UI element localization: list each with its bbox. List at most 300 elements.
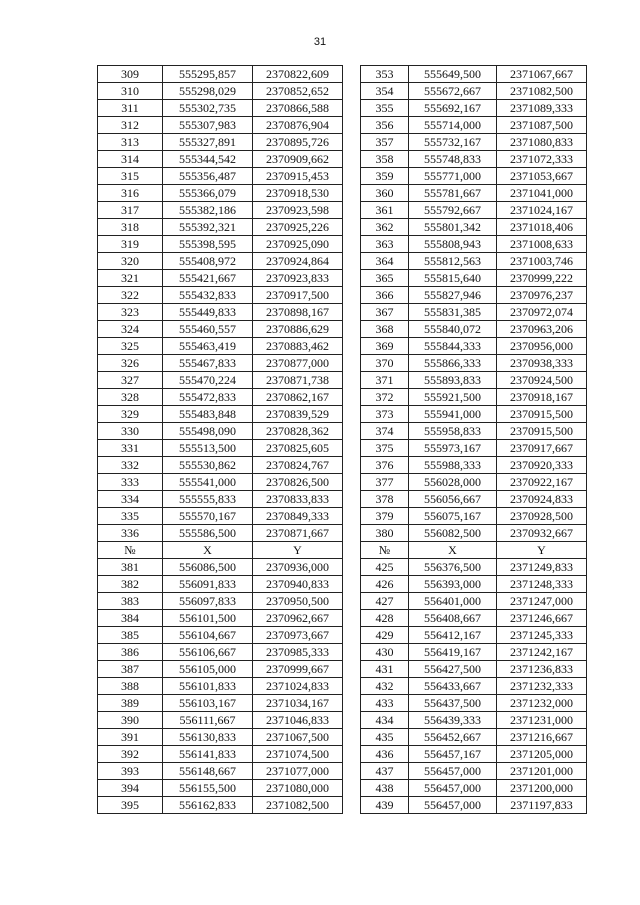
y-coordinate-cell: 2370923,598 — [253, 202, 343, 219]
point-number-cell: 387 — [98, 661, 163, 678]
y-coordinate-cell: 2370963,206 — [497, 321, 587, 338]
x-coordinate-cell: X — [163, 542, 253, 559]
point-number-cell: 310 — [98, 83, 163, 100]
point-number-cell: 359 — [361, 168, 409, 185]
x-coordinate-cell: 555570,167 — [163, 508, 253, 525]
y-coordinate-cell: 2371216,667 — [497, 729, 587, 746]
table-row — [98, 270, 343, 287]
point-number-cell: 377 — [361, 474, 409, 491]
y-coordinate-cell: 2370824,767 — [253, 457, 343, 474]
table-row — [98, 185, 343, 202]
x-coordinate-cell: 556091,833 — [163, 576, 253, 593]
table-row — [98, 151, 343, 168]
point-number-cell: 325 — [98, 338, 163, 355]
table-row — [98, 355, 343, 372]
point-number-cell: 391 — [98, 729, 163, 746]
point-number-cell: 379 — [361, 508, 409, 525]
point-number-cell: 314 — [98, 151, 163, 168]
point-number-cell: 321 — [98, 270, 163, 287]
table-row — [361, 304, 587, 321]
x-coordinate-cell: 555302,735 — [163, 100, 253, 117]
x-coordinate-cell: 555382,186 — [163, 202, 253, 219]
y-coordinate-cell: Y — [253, 542, 343, 559]
point-number-cell: 375 — [361, 440, 409, 457]
y-coordinate-cell: 2370950,500 — [253, 593, 343, 610]
point-number-cell: 436 — [361, 746, 409, 763]
x-coordinate-cell: 555586,500 — [163, 525, 253, 542]
table-row — [361, 474, 587, 491]
point-number-cell: 360 — [361, 185, 409, 202]
point-number-cell: 335 — [98, 508, 163, 525]
point-number-cell: № — [98, 542, 163, 559]
table-row — [98, 491, 343, 508]
point-number-cell: 384 — [98, 610, 163, 627]
point-number-cell: 356 — [361, 117, 409, 134]
y-coordinate-cell: 2370877,000 — [253, 355, 343, 372]
x-coordinate-cell: 555498,090 — [163, 423, 253, 440]
y-coordinate-cell: 2370924,500 — [497, 372, 587, 389]
x-coordinate-cell: 556433,667 — [409, 678, 497, 695]
x-coordinate-cell: 555781,667 — [409, 185, 497, 202]
y-coordinate-cell: 2370852,652 — [253, 83, 343, 100]
point-number-cell: 336 — [98, 525, 163, 542]
point-number-cell: 432 — [361, 678, 409, 695]
table-row — [98, 372, 343, 389]
point-number-cell: 312 — [98, 117, 163, 134]
x-coordinate-cell: 555449,833 — [163, 304, 253, 321]
point-number-cell: 332 — [98, 457, 163, 474]
table-row — [361, 389, 587, 406]
point-number-cell: 354 — [361, 83, 409, 100]
point-number-cell: 319 — [98, 236, 163, 253]
x-coordinate-cell: 555748,833 — [409, 151, 497, 168]
table-row — [98, 219, 343, 236]
table-row — [98, 661, 343, 678]
y-coordinate-cell: 2371008,633 — [497, 236, 587, 253]
y-coordinate-cell: 2370924,833 — [497, 491, 587, 508]
table-row — [361, 712, 587, 729]
table-row — [361, 168, 587, 185]
table-row — [98, 100, 343, 117]
point-number-cell: 329 — [98, 406, 163, 423]
y-coordinate-cell: 2370895,726 — [253, 134, 343, 151]
table-row — [361, 627, 587, 644]
x-coordinate-cell: 556401,000 — [409, 593, 497, 610]
table-row — [361, 66, 587, 83]
point-number-cell: 358 — [361, 151, 409, 168]
y-coordinate-cell: 2371041,000 — [497, 185, 587, 202]
table-row — [361, 644, 587, 661]
y-coordinate-cell: 2371077,000 — [253, 763, 343, 780]
x-coordinate-cell: 556148,667 — [163, 763, 253, 780]
point-number-cell: 357 — [361, 134, 409, 151]
table-row — [98, 236, 343, 253]
y-coordinate-cell: 2370956,000 — [497, 338, 587, 355]
x-coordinate-cell: 555356,487 — [163, 168, 253, 185]
x-coordinate-cell: 555771,000 — [409, 168, 497, 185]
x-coordinate-cell: 556376,500 — [409, 559, 497, 576]
x-coordinate-cell: 555472,833 — [163, 389, 253, 406]
x-coordinate-cell: 556075,167 — [409, 508, 497, 525]
y-coordinate-cell: 2370925,226 — [253, 219, 343, 236]
table-row — [361, 83, 587, 100]
y-coordinate-cell: 2371080,000 — [253, 780, 343, 797]
x-coordinate-cell: 556439,333 — [409, 712, 497, 729]
y-coordinate-cell: 2370915,500 — [497, 406, 587, 423]
x-coordinate-cell: 556028,000 — [409, 474, 497, 491]
table-row — [361, 151, 587, 168]
y-coordinate-cell: 2371201,000 — [497, 763, 587, 780]
table-row — [98, 253, 343, 270]
point-number-cell: 364 — [361, 253, 409, 270]
x-coordinate-cell: 556412,167 — [409, 627, 497, 644]
point-number-cell: 376 — [361, 457, 409, 474]
y-coordinate-cell: 2370862,167 — [253, 389, 343, 406]
table-row — [361, 525, 587, 542]
y-coordinate-cell: 2370928,500 — [497, 508, 587, 525]
point-number-cell: 365 — [361, 270, 409, 287]
point-number-cell: 393 — [98, 763, 163, 780]
table-row — [361, 100, 587, 117]
y-coordinate-cell: 2370849,333 — [253, 508, 343, 525]
y-coordinate-cell: 2370918,167 — [497, 389, 587, 406]
point-number-cell: 435 — [361, 729, 409, 746]
table-row — [98, 83, 343, 100]
table-row — [361, 253, 587, 270]
point-number-cell: 429 — [361, 627, 409, 644]
x-coordinate-cell: 555460,557 — [163, 321, 253, 338]
table-row — [98, 729, 343, 746]
point-number-cell: 395 — [98, 797, 163, 814]
point-number-cell: 380 — [361, 525, 409, 542]
table-row — [361, 406, 587, 423]
x-coordinate-cell: 555812,563 — [409, 253, 497, 270]
x-coordinate-cell: 555421,667 — [163, 270, 253, 287]
table-row — [361, 219, 587, 236]
point-number-cell: 373 — [361, 406, 409, 423]
point-number-cell: 434 — [361, 712, 409, 729]
table-row — [98, 508, 343, 525]
x-coordinate-cell: 555513,500 — [163, 440, 253, 457]
x-coordinate-cell: 555392,321 — [163, 219, 253, 236]
point-number-cell: 326 — [98, 355, 163, 372]
x-coordinate-cell: 555801,342 — [409, 219, 497, 236]
table-row — [98, 423, 343, 440]
point-number-cell: 366 — [361, 287, 409, 304]
x-coordinate-cell: 556097,833 — [163, 593, 253, 610]
x-coordinate-cell: 555307,983 — [163, 117, 253, 134]
table-row — [98, 406, 343, 423]
y-coordinate-cell: 2370871,738 — [253, 372, 343, 389]
x-coordinate-cell: 555483,848 — [163, 406, 253, 423]
x-coordinate-cell: 555541,000 — [163, 474, 253, 491]
y-coordinate-cell: 2371247,000 — [497, 593, 587, 610]
table-row — [361, 780, 587, 797]
y-coordinate-cell: 2371232,000 — [497, 695, 587, 712]
point-number-cell: 322 — [98, 287, 163, 304]
point-number-cell: 311 — [98, 100, 163, 117]
point-number-cell: 390 — [98, 712, 163, 729]
point-number-cell: 370 — [361, 355, 409, 372]
x-coordinate-cell: 555921,500 — [409, 389, 497, 406]
table-row — [361, 355, 587, 372]
y-coordinate-cell: 2370985,333 — [253, 644, 343, 661]
table-row — [98, 338, 343, 355]
x-coordinate-cell: 556101,500 — [163, 610, 253, 627]
y-coordinate-cell: 2370920,333 — [497, 457, 587, 474]
x-coordinate-cell: 555941,000 — [409, 406, 497, 423]
table-row — [98, 134, 343, 151]
point-number-cell: 316 — [98, 185, 163, 202]
x-coordinate-cell: 556393,000 — [409, 576, 497, 593]
y-coordinate-cell: 2370909,662 — [253, 151, 343, 168]
point-number-cell: 388 — [98, 678, 163, 695]
y-coordinate-cell: 2370828,362 — [253, 423, 343, 440]
x-coordinate-cell: 555366,079 — [163, 185, 253, 202]
y-coordinate-cell: 2370917,500 — [253, 287, 343, 304]
table-row — [98, 304, 343, 321]
x-coordinate-cell: 556457,000 — [409, 780, 497, 797]
table-row — [98, 627, 343, 644]
table-row — [361, 508, 587, 525]
y-coordinate-cell: 2370915,500 — [497, 423, 587, 440]
y-coordinate-cell: 2370962,667 — [253, 610, 343, 627]
table-row — [361, 134, 587, 151]
y-coordinate-cell: 2371046,833 — [253, 712, 343, 729]
y-coordinate-cell: 2370923,833 — [253, 270, 343, 287]
x-coordinate-cell: 556457,000 — [409, 763, 497, 780]
y-coordinate-cell: 2370917,667 — [497, 440, 587, 457]
point-number-cell: 431 — [361, 661, 409, 678]
table-row — [361, 423, 587, 440]
point-number-cell: 315 — [98, 168, 163, 185]
x-coordinate-cell: 555792,667 — [409, 202, 497, 219]
point-number-cell: 378 — [361, 491, 409, 508]
table-row — [98, 474, 343, 491]
x-coordinate-cell: 555732,167 — [409, 134, 497, 151]
y-coordinate-cell: 2371024,167 — [497, 202, 587, 219]
table-header-row — [361, 542, 587, 559]
table-row — [361, 270, 587, 287]
x-coordinate-cell: 556419,167 — [409, 644, 497, 661]
point-number-cell: 327 — [98, 372, 163, 389]
x-coordinate-cell: 555815,640 — [409, 270, 497, 287]
table-row — [361, 559, 587, 576]
x-coordinate-cell: 555958,833 — [409, 423, 497, 440]
point-number-cell: 323 — [98, 304, 163, 321]
x-coordinate-cell: 555827,946 — [409, 287, 497, 304]
table-row — [98, 644, 343, 661]
x-coordinate-cell: 556082,500 — [409, 525, 497, 542]
y-coordinate-cell: 2371246,667 — [497, 610, 587, 627]
x-coordinate-cell: 556104,667 — [163, 627, 253, 644]
y-coordinate-cell: 2370833,833 — [253, 491, 343, 508]
y-coordinate-cell: 2371080,833 — [497, 134, 587, 151]
point-number-cell: 330 — [98, 423, 163, 440]
x-coordinate-cell: 555808,943 — [409, 236, 497, 253]
y-coordinate-cell: 2370999,667 — [253, 661, 343, 678]
y-coordinate-cell: 2370932,667 — [497, 525, 587, 542]
x-coordinate-cell: 555555,833 — [163, 491, 253, 508]
point-number-cell: 355 — [361, 100, 409, 117]
y-coordinate-cell: 2371087,500 — [497, 117, 587, 134]
x-coordinate-cell: 555327,891 — [163, 134, 253, 151]
y-coordinate-cell: 2370822,609 — [253, 66, 343, 83]
point-number-cell: 392 — [98, 746, 163, 763]
table-row — [98, 780, 343, 797]
y-coordinate-cell: 2370883,462 — [253, 338, 343, 355]
point-number-cell: 385 — [98, 627, 163, 644]
table-row — [361, 117, 587, 134]
x-coordinate-cell: 555831,385 — [409, 304, 497, 321]
y-coordinate-cell: 2371089,333 — [497, 100, 587, 117]
point-number-cell: 371 — [361, 372, 409, 389]
x-coordinate-cell: 556101,833 — [163, 678, 253, 695]
x-coordinate-cell: 556141,833 — [163, 746, 253, 763]
point-number-cell: 368 — [361, 321, 409, 338]
table-row — [98, 610, 343, 627]
table-row — [361, 372, 587, 389]
point-number-cell: 389 — [98, 695, 163, 712]
y-coordinate-cell: 2370940,833 — [253, 576, 343, 593]
table-row — [361, 457, 587, 474]
table-row — [361, 338, 587, 355]
point-number-cell: 386 — [98, 644, 163, 661]
y-coordinate-cell: 2370976,237 — [497, 287, 587, 304]
table-row — [98, 746, 343, 763]
table-row — [98, 712, 343, 729]
y-coordinate-cell: 2371072,333 — [497, 151, 587, 168]
table-row — [98, 678, 343, 695]
y-coordinate-cell: 2371067,500 — [253, 729, 343, 746]
y-coordinate-cell: 2371074,500 — [253, 746, 343, 763]
page-number: 31 — [313, 36, 327, 48]
point-number-cell: 427 — [361, 593, 409, 610]
x-coordinate-cell: X — [409, 542, 497, 559]
table-row — [98, 763, 343, 780]
table-row — [98, 66, 343, 83]
y-coordinate-cell: 2371024,833 — [253, 678, 343, 695]
coordinates-table-right — [360, 65, 587, 814]
table-row — [98, 593, 343, 610]
point-number-cell: 331 — [98, 440, 163, 457]
y-coordinate-cell: 2371034,167 — [253, 695, 343, 712]
y-coordinate-cell: 2370973,667 — [253, 627, 343, 644]
y-coordinate-cell: 2371245,333 — [497, 627, 587, 644]
point-number-cell: 309 — [98, 66, 163, 83]
x-coordinate-cell: 555298,029 — [163, 83, 253, 100]
x-coordinate-cell: 556103,167 — [163, 695, 253, 712]
table-row — [361, 610, 587, 627]
table-row — [98, 559, 343, 576]
point-number-cell: 317 — [98, 202, 163, 219]
x-coordinate-cell: 556437,500 — [409, 695, 497, 712]
point-number-cell: 333 — [98, 474, 163, 491]
point-number-cell: 438 — [361, 780, 409, 797]
y-coordinate-cell: 2371003,746 — [497, 253, 587, 270]
y-coordinate-cell: 2371242,167 — [497, 644, 587, 661]
y-coordinate-cell: 2370922,167 — [497, 474, 587, 491]
table-row — [361, 236, 587, 253]
table-row — [361, 797, 587, 814]
table-row — [361, 321, 587, 338]
x-coordinate-cell: 556162,833 — [163, 797, 253, 814]
y-coordinate-cell: 2371248,333 — [497, 576, 587, 593]
y-coordinate-cell: 2370918,530 — [253, 185, 343, 202]
table-header-row — [98, 542, 343, 559]
point-number-cell: 363 — [361, 236, 409, 253]
x-coordinate-cell: 556056,667 — [409, 491, 497, 508]
x-coordinate-cell: 556086,500 — [163, 559, 253, 576]
point-number-cell: 334 — [98, 491, 163, 508]
x-coordinate-cell: 555467,833 — [163, 355, 253, 372]
point-number-cell: 318 — [98, 219, 163, 236]
table-row — [98, 576, 343, 593]
x-coordinate-cell: 555714,000 — [409, 117, 497, 134]
x-coordinate-cell: 556408,667 — [409, 610, 497, 627]
y-coordinate-cell: 2370999,222 — [497, 270, 587, 287]
point-number-cell: 320 — [98, 253, 163, 270]
y-coordinate-cell: 2371082,500 — [253, 797, 343, 814]
y-coordinate-cell: 2371200,000 — [497, 780, 587, 797]
x-coordinate-cell: 556457,167 — [409, 746, 497, 763]
x-coordinate-cell: 555672,667 — [409, 83, 497, 100]
table-row — [98, 440, 343, 457]
x-coordinate-cell: 555344,542 — [163, 151, 253, 168]
y-coordinate-cell: 2371197,833 — [497, 797, 587, 814]
y-coordinate-cell: 2370876,904 — [253, 117, 343, 134]
point-number-cell: 362 — [361, 219, 409, 236]
point-number-cell: 374 — [361, 423, 409, 440]
point-number-cell: 361 — [361, 202, 409, 219]
y-coordinate-cell: 2370825,605 — [253, 440, 343, 457]
x-coordinate-cell: 556130,833 — [163, 729, 253, 746]
y-coordinate-cell: 2371249,833 — [497, 559, 587, 576]
x-coordinate-cell: 555866,333 — [409, 355, 497, 372]
x-coordinate-cell: 556457,000 — [409, 797, 497, 814]
table-row — [361, 202, 587, 219]
table-row — [361, 661, 587, 678]
table-row — [98, 797, 343, 814]
point-number-cell: 369 — [361, 338, 409, 355]
point-number-cell: 430 — [361, 644, 409, 661]
table-row — [98, 168, 343, 185]
table-row — [98, 695, 343, 712]
y-coordinate-cell: 2370886,629 — [253, 321, 343, 338]
y-coordinate-cell: 2370936,000 — [253, 559, 343, 576]
table-row — [98, 117, 343, 134]
table-row — [361, 287, 587, 304]
table-row — [361, 576, 587, 593]
x-coordinate-cell: 555692,167 — [409, 100, 497, 117]
point-number-cell: 383 — [98, 593, 163, 610]
point-number-cell: 439 — [361, 797, 409, 814]
table-row — [361, 746, 587, 763]
x-coordinate-cell: 555988,333 — [409, 457, 497, 474]
y-coordinate-cell: 2371053,667 — [497, 168, 587, 185]
x-coordinate-cell: 555432,833 — [163, 287, 253, 304]
table-row — [98, 202, 343, 219]
x-coordinate-cell: 555470,224 — [163, 372, 253, 389]
point-number-cell: 328 — [98, 389, 163, 406]
coordinates-table-left — [97, 65, 343, 814]
x-coordinate-cell: 555295,857 — [163, 66, 253, 83]
x-coordinate-cell: 555463,419 — [163, 338, 253, 355]
point-number-cell: 324 — [98, 321, 163, 338]
point-number-cell: 433 — [361, 695, 409, 712]
x-coordinate-cell: 555844,333 — [409, 338, 497, 355]
table-row — [361, 729, 587, 746]
